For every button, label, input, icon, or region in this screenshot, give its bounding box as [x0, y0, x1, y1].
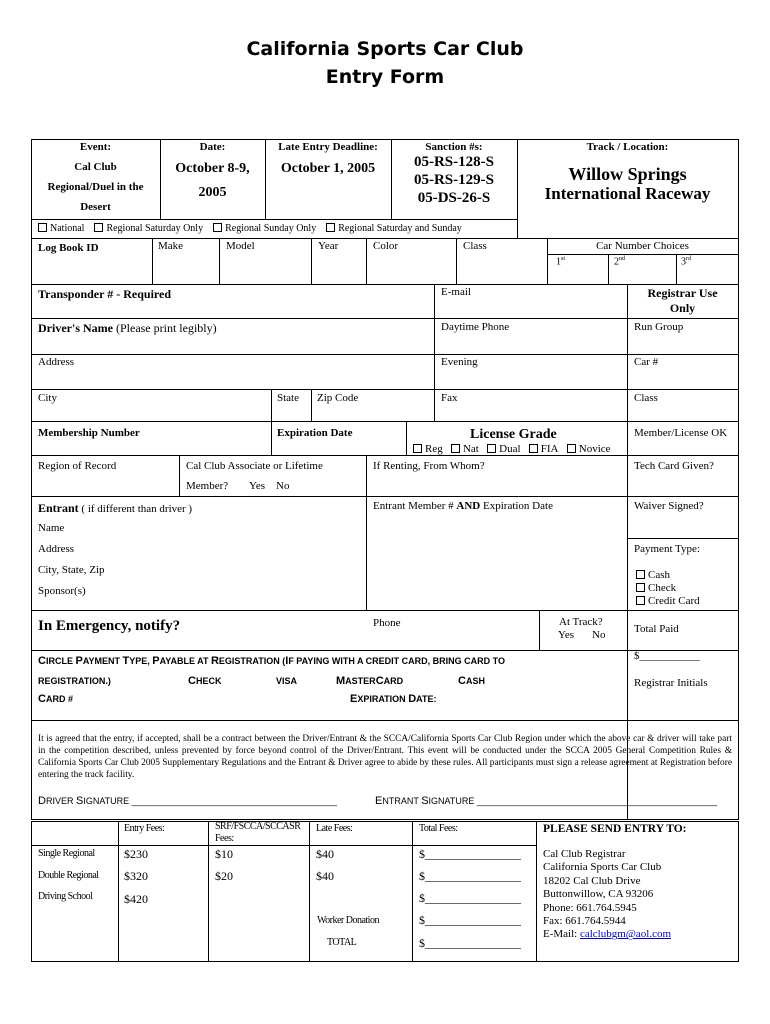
- payment-credit[interactable]: Credit Card: [636, 595, 700, 607]
- registrar-title-1: Registrar Use: [647, 286, 718, 300]
- payment-type-label: Payment Type:: [634, 543, 700, 555]
- checkbox-icon: [38, 223, 47, 232]
- grand-total-value[interactable]: $________________: [419, 936, 521, 950]
- fee-row-name: Double Regional: [38, 870, 99, 881]
- fee-row-total[interactable]: $________________: [419, 869, 521, 883]
- zip-field[interactable]: Zip Code: [317, 392, 359, 404]
- worker-donation-label: Worker Donation: [317, 915, 379, 926]
- address-line: Buttonwillow, CA 93206: [543, 888, 654, 901]
- date-label: Date:: [199, 141, 226, 153]
- event-type-regional-saturday[interactable]: Regional Saturday Only: [94, 223, 203, 234]
- fee-row-entry: $230: [124, 847, 148, 861]
- fee-row-srf: $10: [215, 847, 233, 861]
- registrar-title-2: Only: [669, 301, 696, 315]
- card-expiration-field[interactable]: EXPIRATION DATE:: [350, 693, 437, 705]
- license-reg[interactable]: Reg: [413, 443, 443, 455]
- license-grade-label: License Grade: [470, 427, 557, 442]
- event-name-line2: Regional/Duel in the: [47, 181, 144, 193]
- car-number-choice-3[interactable]: 3rd: [681, 256, 691, 268]
- email-link[interactable]: calclubgm@aol.com: [579, 928, 672, 941]
- event-label: Event:: [79, 141, 112, 153]
- date-value-line2: 2005: [198, 185, 227, 200]
- make-field[interactable]: Make: [158, 240, 184, 252]
- checkbox-icon: [529, 444, 538, 453]
- address-field[interactable]: Address: [38, 356, 75, 368]
- fee-header-srf: SRF/FSCCA/SCCASR Fees:: [215, 821, 301, 844]
- license-dual[interactable]: Dual: [487, 443, 520, 455]
- fee-header-entry: Entry Fees:: [124, 823, 165, 834]
- car-number-choices-label: Car Number Choices: [596, 240, 689, 252]
- payment-cash[interactable]: Cash: [636, 569, 670, 581]
- year-field[interactable]: Year: [318, 240, 339, 252]
- address-line: 18202 Cal Club Drive: [543, 874, 641, 887]
- checkbox-icon: [326, 223, 335, 232]
- grand-total-label: TOTAL: [327, 937, 357, 948]
- address-line: California Sports Car Club: [543, 861, 662, 874]
- fee-row-srf: $20: [215, 869, 233, 883]
- form-title: California Sports Car Club: [246, 38, 524, 60]
- sanction-3: 05-DS-26-S: [417, 190, 491, 206]
- renting-field[interactable]: If Renting, From Whom?: [373, 460, 485, 472]
- sponsor-field[interactable]: Sponsor(s): [38, 585, 86, 597]
- email-field[interactable]: E-mail: [441, 286, 471, 298]
- event-type-national[interactable]: National: [38, 223, 84, 234]
- event-name-line3: Desert: [80, 201, 111, 213]
- license-grade-options: [413, 443, 611, 455]
- agreement-text: It is agreed that the entry, if accepted, shall be a contract between the Driver/Entrant & the SCCA/California Sports Car Club Region under which the above car & driver will take part in the competition described, unless prevented by force beyond control of the Driver/Entrant. This event will be conducted under the SCCA 2005 General Competition Rules & California Sports Car Club 2005 Supplementary Regulations and the Entrant & Driver agree to abide by these rules. All participants must sign a release agreement at Registration before entering the track facility.: [38, 734, 732, 780]
- at-track-no[interactable]: No: [592, 629, 606, 641]
- fee-row-name: Driving School: [38, 891, 93, 902]
- fee-row-entry: $320: [124, 869, 148, 883]
- entrant-address-field[interactable]: Address: [38, 543, 75, 555]
- payment-instructions-line2: REGISTRATION.): [38, 676, 111, 686]
- fee-row-total[interactable]: $________________: [419, 891, 521, 905]
- entrant-name-field[interactable]: Name: [38, 522, 65, 534]
- pay-cash-option[interactable]: CASH: [458, 675, 485, 687]
- event-name-line1: Cal Club: [74, 161, 117, 173]
- late-entry-label: Late Entry Deadline:: [278, 141, 378, 153]
- at-track-yes[interactable]: Yes: [558, 629, 575, 641]
- fee-row-total[interactable]: $________________: [419, 847, 521, 861]
- license-nat[interactable]: Nat: [451, 443, 479, 455]
- waiver-signed-label: Waiver Signed?: [634, 500, 704, 512]
- emergency-phone-field[interactable]: Phone: [373, 617, 401, 629]
- late-entry-value: October 1, 2005: [280, 161, 376, 176]
- fee-row-late: $40: [316, 847, 334, 861]
- checkbox-icon: [451, 444, 460, 453]
- entrant-label: Entrant ( if different than driver ): [38, 501, 193, 515]
- card-number-field[interactable]: CARD #: [38, 693, 73, 705]
- fax-line: Fax: 661.764.5944: [543, 915, 626, 928]
- entrant-member-exp-field[interactable]: Entrant Member # AND Expiration Date: [373, 500, 553, 512]
- payment-check[interactable]: Check: [636, 582, 676, 594]
- event-type-regional-both[interactable]: Regional Saturday and Sunday: [326, 223, 462, 234]
- region-of-record-field[interactable]: Region of Record: [38, 460, 117, 472]
- expiration-date-field[interactable]: Expiration Date: [277, 427, 353, 439]
- fax-field[interactable]: Fax: [441, 392, 458, 404]
- state-field[interactable]: State: [277, 392, 299, 404]
- license-novice[interactable]: Novice: [567, 443, 611, 455]
- phone-line: Phone: 661.764.5945: [543, 901, 637, 914]
- class-field[interactable]: Class: [463, 240, 487, 252]
- track-label: Track / Location:: [586, 141, 669, 153]
- checkbox-icon: [567, 444, 576, 453]
- fee-row-entry: $420: [124, 892, 148, 906]
- date-value-line1: October 8-9,: [175, 161, 250, 176]
- fee-header-total: Total Fees:: [419, 823, 458, 834]
- checkbox-icon: [413, 444, 422, 453]
- sanction-2: 05-RS-129-S: [413, 172, 494, 188]
- associate-no[interactable]: No: [276, 480, 290, 492]
- model-field[interactable]: Model: [226, 240, 255, 252]
- license-fia[interactable]: FIA: [529, 443, 559, 455]
- checkbox-icon: [487, 444, 496, 453]
- total-paid-label: Total Paid: [634, 623, 679, 635]
- total-paid-dollar[interactable]: $___________: [634, 650, 700, 662]
- associate-question-line2: Member?: [186, 480, 229, 492]
- worker-donation-total[interactable]: $________________: [419, 913, 521, 927]
- city-field[interactable]: City: [38, 392, 57, 404]
- fee-row-name: Single Regional: [38, 848, 95, 859]
- membership-number-field[interactable]: Membership Number: [38, 427, 140, 439]
- associate-yes[interactable]: Yes: [249, 480, 266, 492]
- daytime-phone-field[interactable]: Daytime Phone: [441, 321, 510, 333]
- registrar-initials-label: Registrar Initials: [634, 677, 708, 689]
- pay-mastercard-option[interactable]: MASTERCARD: [336, 675, 404, 687]
- fee-row-late: $40: [316, 869, 334, 883]
- run-group-label: Run Group: [634, 321, 684, 333]
- checkbox-icon: [213, 223, 222, 232]
- pay-check-option[interactable]: CHECK: [188, 675, 222, 687]
- registrar-class-label: Class: [634, 392, 658, 404]
- car-number-choice-1[interactable]: 1st: [556, 256, 566, 268]
- member-license-ok-label: Member/License OK: [634, 427, 728, 439]
- track-line1: Willow Springs: [568, 164, 687, 184]
- email-line: E-Mail: calclubgm@aol.com: [543, 928, 672, 941]
- evening-phone-field[interactable]: Evening: [441, 356, 478, 368]
- checkbox-icon: [636, 596, 645, 605]
- logbook-id-field[interactable]: Log Book ID: [38, 242, 99, 254]
- checkbox-icon: [94, 223, 103, 232]
- payment-instructions-line1: CIRCLE PAYMENT TYPE, PAYABLE AT REGISTRATION (IF PAYING WITH A CREDIT CARD, BRING CARD TO: [38, 655, 505, 667]
- address-line: Cal Club Registrar: [543, 848, 626, 860]
- car-number-choice-2[interactable]: 2nd: [614, 256, 625, 268]
- sanction-1: 05-RS-128-S: [413, 154, 494, 170]
- color-field[interactable]: Color: [373, 240, 399, 252]
- track-line2: International Raceway: [544, 184, 711, 203]
- tech-card-label: Tech Card Given?: [634, 460, 714, 472]
- transponder-field[interactable]: Transponder # - Required: [38, 287, 172, 301]
- associate-question-line1: Cal Club Associate or Lifetime: [186, 460, 323, 472]
- car-number-label: Car #: [634, 356, 659, 368]
- entrant-signature-field[interactable]: ENTRANT SIGNATURE ________________________________________________: [375, 795, 718, 807]
- fee-header-late: Late Fees:: [316, 823, 353, 834]
- form-subtitle: Entry Form: [325, 66, 445, 88]
- event-type-options: [38, 223, 462, 234]
- drivers-name-field[interactable]: Driver's Name (Please print legibly): [38, 321, 217, 335]
- event-type-regional-sunday[interactable]: Regional Sunday Only: [213, 223, 316, 234]
- checkbox-icon: [636, 570, 645, 579]
- driver-signature-field[interactable]: DRIVER SIGNATURE _________________________________________: [38, 795, 337, 807]
- entrant-city-field[interactable]: City, State, Zip: [38, 564, 105, 576]
- sanction-label: Sanction #s:: [425, 141, 483, 153]
- pay-visa-option[interactable]: VISA: [276, 676, 298, 686]
- at-track-label: At Track?: [559, 616, 603, 628]
- emergency-contact-field[interactable]: In Emergency, notify?: [38, 618, 181, 634]
- checkbox-icon: [636, 583, 645, 592]
- send-entry-heading: PLEASE SEND ENTRY TO:: [543, 823, 687, 835]
- mailing-address: [543, 848, 671, 942]
